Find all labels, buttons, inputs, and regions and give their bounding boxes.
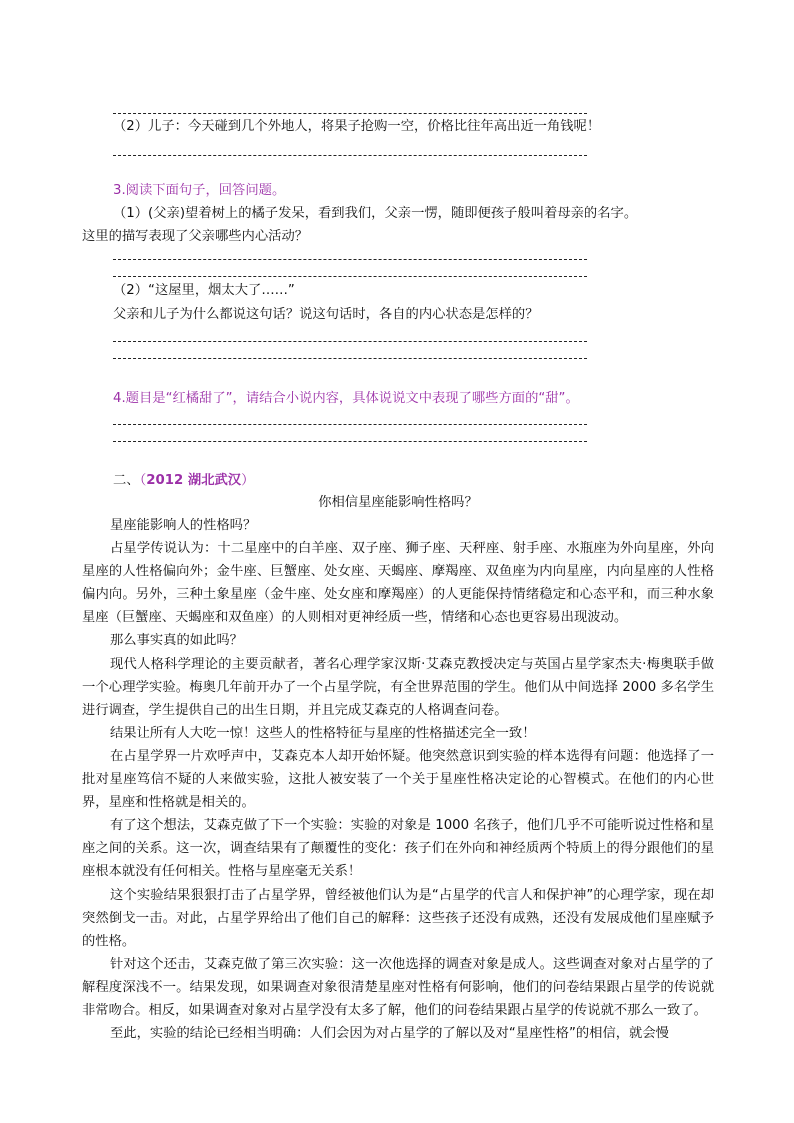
paragraph: 那么事实真的如此吗？ <box>110 633 243 649</box>
paragraph: 有了这个想法，艾森克做了下一个实验：实验的对象是 1000 名孩子，他们几乎不可能听说过性格和星座之间的关系。这一次，调查结果有了颠覆性的变化：孩子们在外向和神经质两个特质上的得分跟他们的星座根本就没有任何相关。性格与星座毫无关系！ <box>82 818 714 880</box>
source-place: 湖北武汉 <box>183 473 242 488</box>
paragraph: 这个实验结果狠狠打击了占星学界，曾经被他们认为是“占星学的代言人和保护神”的心理学家，现在却突然倒戈一击。对此，占星学界给出了他们自己的解释：这些孩子还没有成熟，还没有发展成他们星座赋予的性格。 <box>82 887 714 949</box>
source-open: （ <box>139 473 147 488</box>
section-2-prefix: 二、 <box>113 473 140 488</box>
paragraph: 星座能影响人的性格吗？ <box>110 518 257 533</box>
question-3-item-2-question: 父亲和儿子为什么都说这句话？说这句话时，各自的内心状态是怎样的？ <box>113 307 539 322</box>
question-3-heading: 3.阅读下面句子，回答问题。 <box>113 183 286 198</box>
answer-line <box>113 276 587 277</box>
article-title: 你相信星座能影响性格吗？ <box>318 495 478 510</box>
section-2-heading <box>113 472 254 490</box>
answer-line <box>113 441 587 442</box>
question-4-heading: 4.题目是“红橘甜了”，请结合小说内容，具体说说文中表现了哪些方面的“甜”。 <box>113 391 579 406</box>
article-body <box>82 514 714 1045</box>
answer-line <box>113 341 587 342</box>
paragraph: 现代人格科学理论的主要贡献者，著名心理学家汉斯·艾森克教授决定与英国占星学家杰夫·梅奥联手做一个心理学实验。梅奥几年前开办了一个占星学院，有全世界范围的学生。他们从中间选择 2000 多名学生进行调查，学生提供自己的出生日期，并且完成艾森克的人格调查问卷。 <box>82 656 714 718</box>
answer-line <box>113 113 587 114</box>
paragraph: 占星学传说认为：十二星座中的白羊座、双子座、狮子座、天秤座、射手座、水瓶座为外向星座，外向星座的人性格偏向外；金牛座、巨蟹座、处女座、天蝎座、摩羯座、双鱼座为内向星座，内向星座的人性格偏内向。另外，三种土象星座（金牛座、处女座和摩羯座）的人更能保持情绪稳定和心态平和，而三种水象星座（巨蟹座、天蝎座和双鱼座）的人则相对更神经质一些，情绪和心态也更容易出现波动。 <box>82 541 714 626</box>
question-3-item-2: （2）“这屋里，烟太大了……” <box>113 283 295 298</box>
paragraph: 针对这个还击，艾森克做了第三次实验：这一次他选择的调查对象是成人。这些调查对象对占星学的了解程度深浅不一。结果发现，如果调查对象很清楚星座对性格有何影响，他们的问卷结果跟占星学的传说就非常吻合。相反，如果调查对象对占星学没有太多了解，他们的问卷结果跟占星学的传说就不那么一致了。 <box>82 956 714 1018</box>
question-3-item-1: （1）(父亲)望着树上的橘子发呆，看到我们，父亲一愣，随即便孩子般叫着母亲的名字。 <box>113 206 638 221</box>
paragraph: 在占星学界一片欢呼声中，艾森克本人却开始怀疑。他突然意识到实验的样本选得有问题：他选择了一批对星座笃信不疑的人来做实验，这批人被安装了一个关于星座性格决定论的心智模式。在他们的内心世界，星座和性格就是相关的。 <box>82 748 714 811</box>
answer-line <box>113 358 587 359</box>
question-3-item-1-question: 这里的描写表现了父亲哪些内心活动？ <box>82 229 309 244</box>
answer-line <box>113 259 587 260</box>
source-year: 2012 <box>146 473 184 488</box>
paragraph: 至此，实验的结论已经相当明确：人们会因为对占星学的了解以及对“星座性格”的相信，就会慢 <box>110 1026 669 1042</box>
paragraph: 结果让所有人大吃一惊！这些人的性格特征与星座的性格描述完全一致！ <box>110 725 536 741</box>
source-close: ） <box>241 473 255 488</box>
answer-line <box>113 155 587 156</box>
answer-line <box>113 424 587 425</box>
section-2-source <box>140 473 255 488</box>
question-2-item-2: （2）儿子：今天碰到几个外地人，将果子抢购一空，价格比往年高出近一角钱呢！ <box>113 119 601 134</box>
